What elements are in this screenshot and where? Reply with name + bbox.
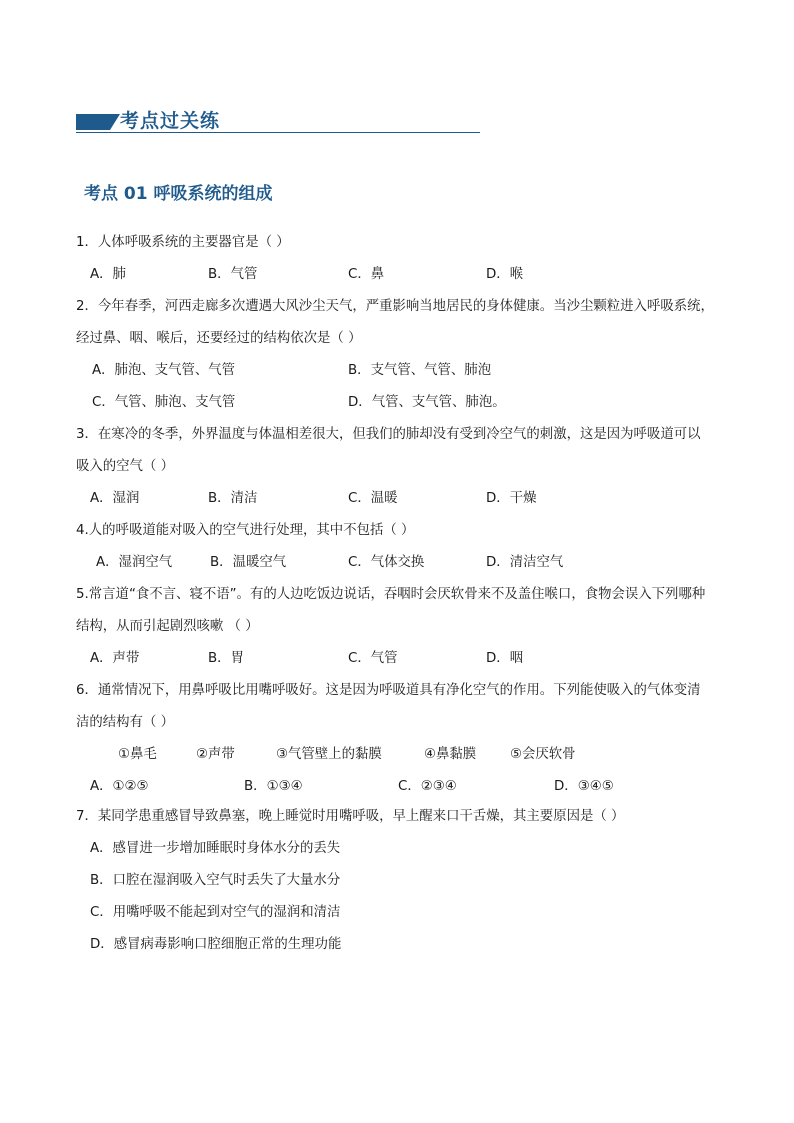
question-6-option-c: C．②③④ (398, 779, 457, 794)
banner-bar-tip (110, 114, 120, 130)
question-5-option-c: C．气管 (348, 651, 398, 666)
question-5-stem-line-1: 5.常言道“食不言、寝不语”。有的人边吃饭边说话，吞咽时会厌软骨来不及盖住喉口，食物会误入下列哪种 (76, 587, 706, 602)
question-1-stem: 1．人体呼吸系统的主要器官是（ ） (76, 235, 290, 250)
question-4-option-c: C．气体交换 (348, 555, 425, 570)
question-2-option-d: D．气管、支气管、肺泡。 (348, 395, 506, 410)
question-4-option-d: D．清洁空气 (486, 555, 564, 570)
question-3-option-d: D．干燥 (486, 491, 537, 506)
question-4-option-b: B．温暖空气 (210, 555, 287, 570)
question-7-stem: 7．某同学患重感冒导致鼻塞，晚上睡觉时用嘴呼吸，早上醒来口干舌燥，其主要原因是（ ） (76, 809, 625, 824)
question-6-item-4: ④鼻黏膜 (424, 747, 477, 762)
section-banner (76, 104, 480, 134)
section-title: 考点 01 呼吸系统的组成 (84, 184, 273, 204)
question-7-option-c: C．用嘴呼吸不能起到对空气的湿润和清洁 (90, 905, 341, 920)
question-6-option-b: B．①③④ (244, 779, 303, 794)
banner-underline (76, 132, 480, 133)
question-2-stem-line-1: 2．今年春季，河西走廊多次遭遇大风沙尘天气，严重影响当地居民的身体健康。当沙尘颗粒进入呼吸系统， (76, 299, 714, 314)
banner-title: 考点过关练 (120, 110, 221, 132)
question-2-stem-line-2: 经过鼻、咽、喉后，还要经过的结构依次是（ ） (76, 331, 362, 346)
question-7-option-d: D．感冒病毒影响口腔细胞正常的生理功能 (90, 937, 342, 952)
question-6-item-3: ③气管壁上的黏膜 (276, 747, 382, 762)
question-1-option-c: C．鼻 (348, 267, 385, 282)
question-1-option-d: D．喉 (486, 267, 524, 282)
question-6-item-5: ⑤会厌软骨 (510, 747, 576, 762)
question-7-option-a: A．感冒进一步增加睡眠时身体水分的丢失 (90, 841, 341, 856)
question-2-option-c: C．气管、肺泡、支气管 (92, 395, 236, 410)
question-6-stem-line-1: 6．通常情况下，用鼻呼吸比用嘴呼吸好。这是因为呼吸道具有净化空气的作用。下列能使吸入的气体变清 (76, 683, 701, 698)
question-4-option-a: A．湿润空气 (96, 555, 173, 570)
question-5-option-a: A．声带 (90, 651, 140, 666)
question-5-option-b: B．胃 (208, 651, 244, 666)
question-5-option-d: D．咽 (486, 651, 524, 666)
question-3-stem-line-1: 3．在寒冷的冬季，外界温度与体温相差很大，但我们的肺却没有受到冷空气的刺激，这是因为呼吸道可以 (76, 427, 701, 442)
banner-bar (76, 114, 110, 130)
question-5-stem-line-2: 结构，从而引起剧烈咳嗽 （ ） (76, 619, 259, 634)
question-3-option-b: B．清洁 (208, 491, 258, 506)
question-6-stem-line-2: 洁的结构有（ ） (76, 715, 174, 730)
question-2-option-b: B．支气管、气管、肺泡 (348, 363, 492, 378)
question-1-option-a: A．肺 (90, 267, 126, 282)
question-1-option-b: B．气管 (208, 267, 258, 282)
question-3-option-a: A．湿润 (90, 491, 140, 506)
question-7-option-b: B．口腔在湿润吸入空气时丢失了大量水分 (90, 873, 341, 888)
question-6-option-a: A．①②⑤ (90, 779, 149, 794)
question-2-option-a: A．肺泡、支气管、气管 (92, 363, 236, 378)
question-6-item-2: ②声带 (196, 747, 235, 762)
question-6-item-1: ①鼻毛 (118, 747, 157, 762)
question-6-option-d: D．③④⑤ (554, 779, 614, 794)
question-3-stem-line-2: 吸入的空气（ ） (76, 459, 174, 474)
question-4-stem: 4.人的呼吸道能对吸入的空气进行处理，其中不包括（ ） (76, 523, 415, 538)
question-3-option-c: C．温暖 (348, 491, 398, 506)
